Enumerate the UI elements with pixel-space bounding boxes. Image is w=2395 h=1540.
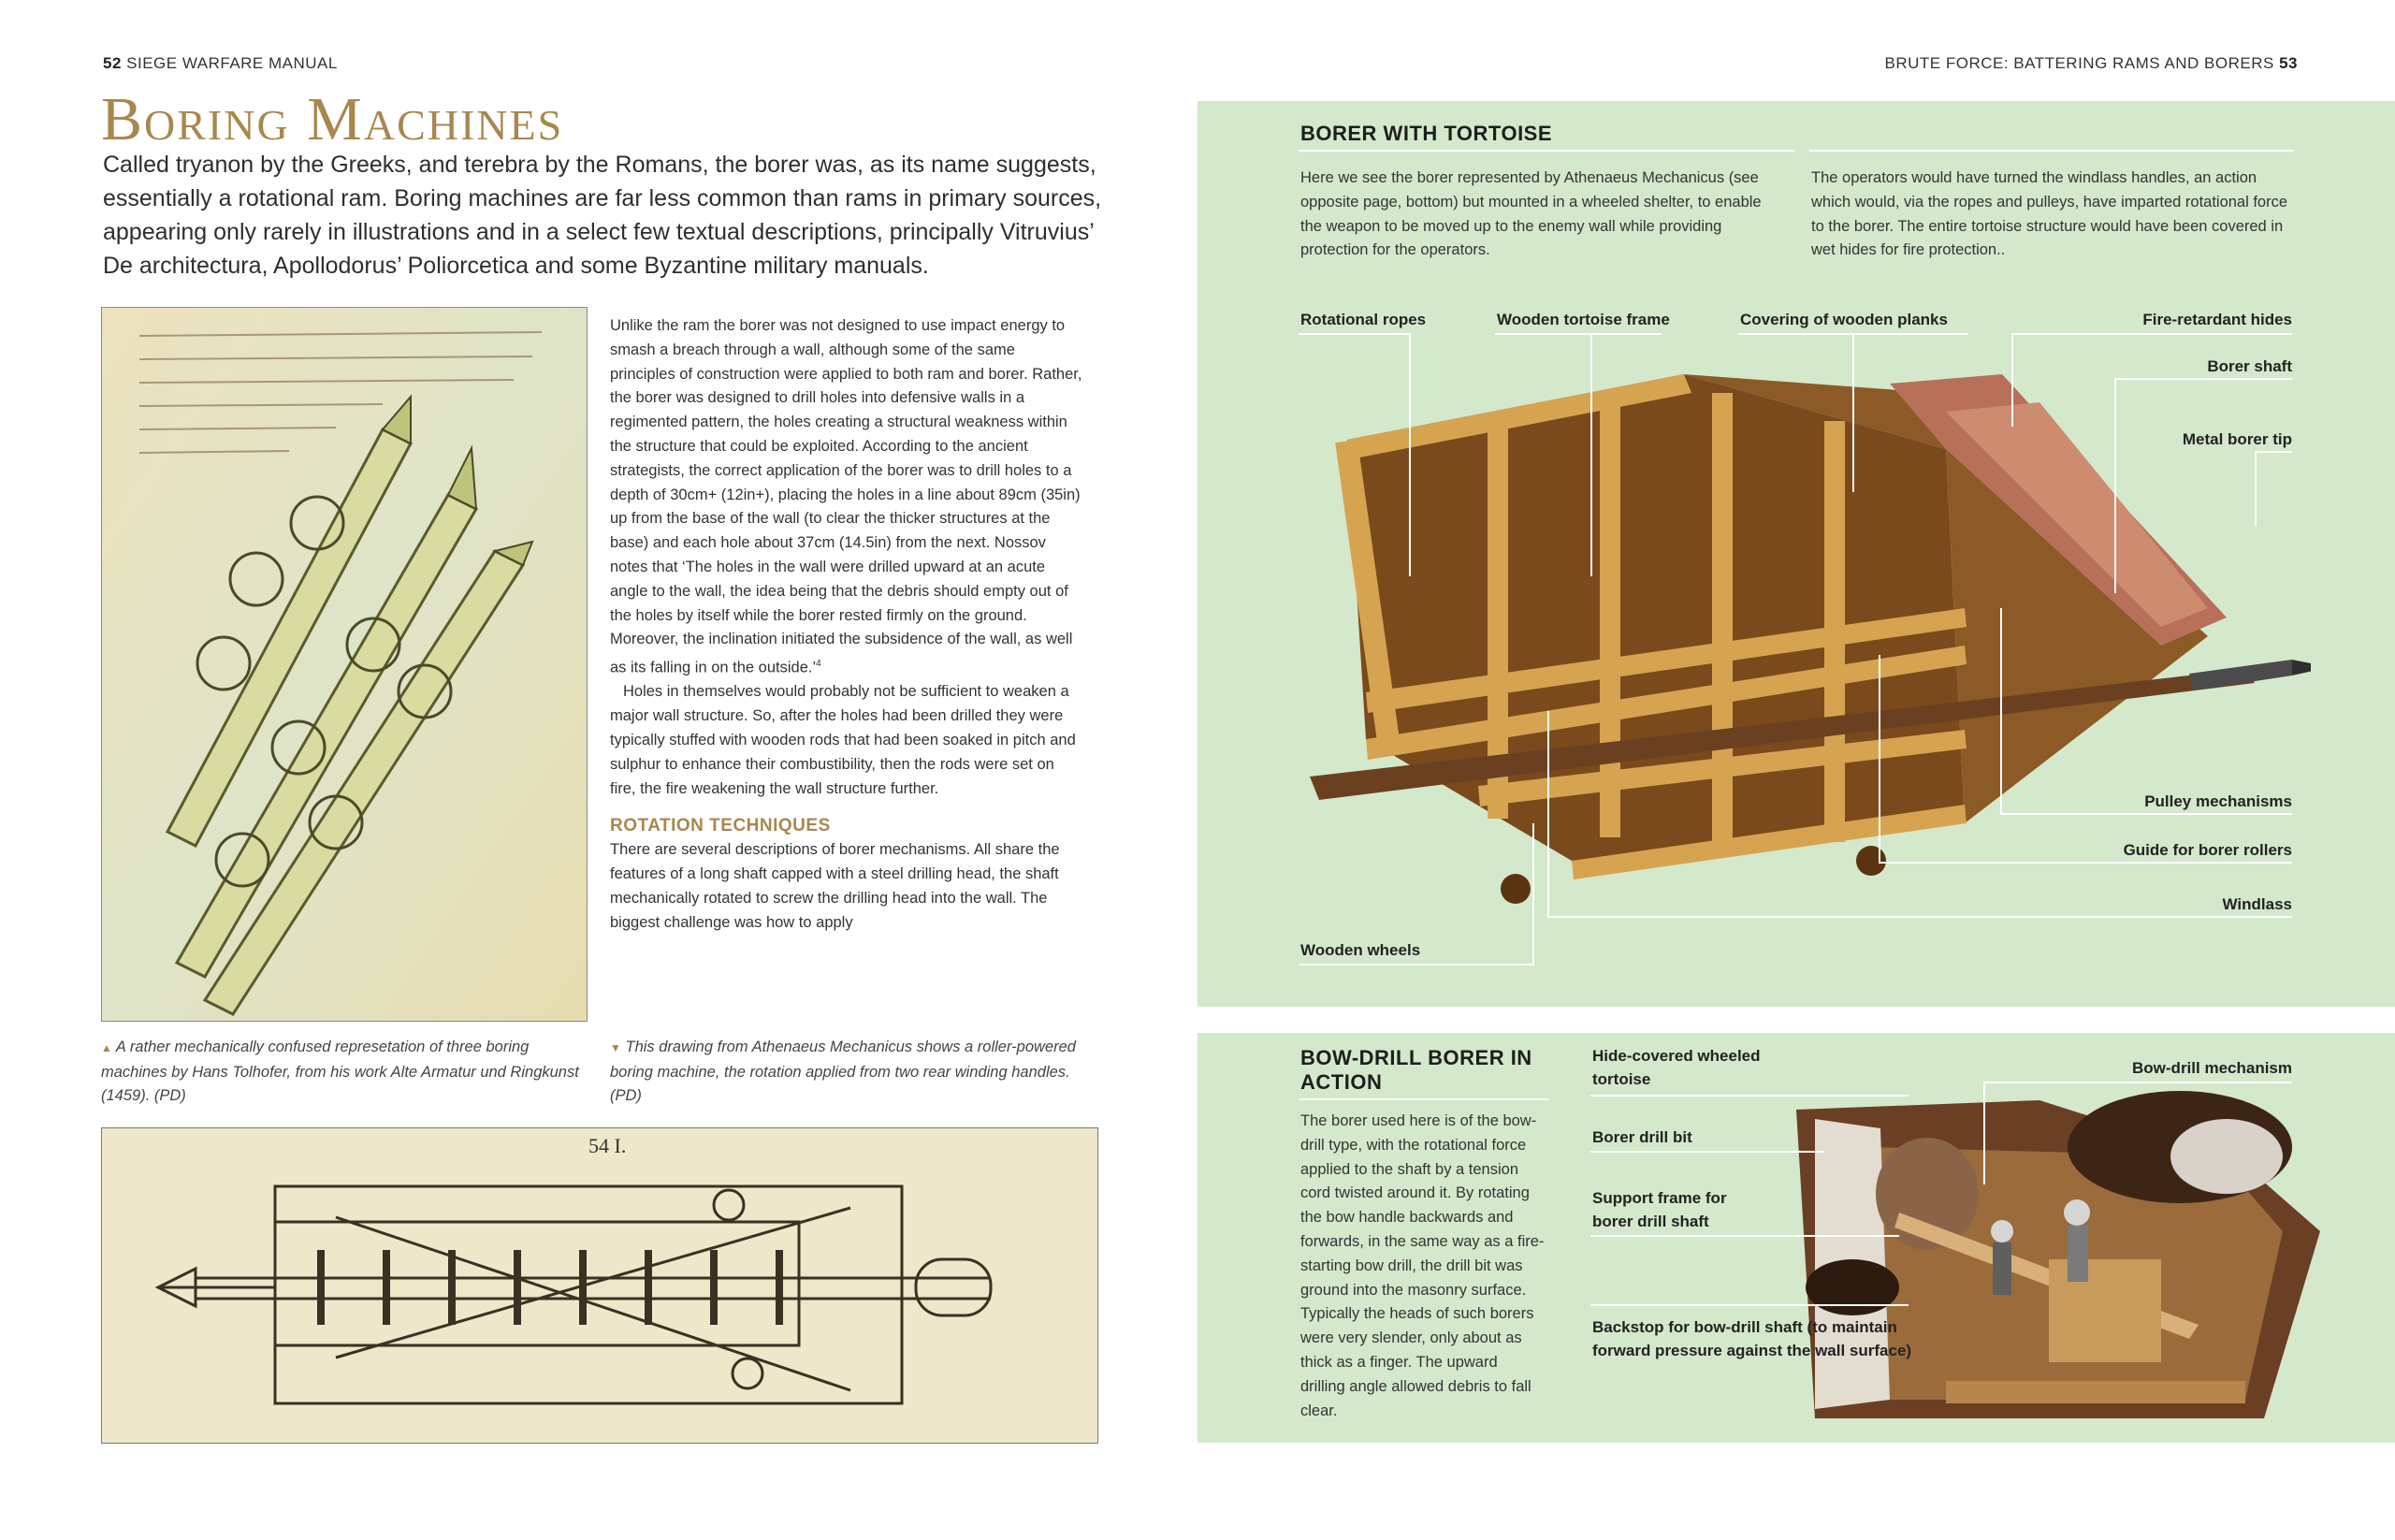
page-title: Boring Machines: [101, 85, 564, 153]
leader-tip-v: [2255, 451, 2257, 526]
leader-shaft-v: [2114, 378, 2116, 593]
left-running-head: [103, 54, 338, 73]
tortoise-text-right: The operators would have turned the windlass handles, an action which would, via the ropes and pulleys, have imparted rotational force to the borer. The entire tortoise structure would have been covered in wet hides for fire protection..: [1811, 169, 2288, 259]
label-backstop: Backstop for bow-drill shaft (to maintain forward pressure against the wall surface): [1592, 1318, 1912, 1359]
label-covering-wooden-planks: Covering of wooden planks: [1740, 311, 1948, 328]
right-page-number: 53: [2279, 54, 2298, 72]
label-bow-drill-mechanism: Bow-drill mechanism: [2132, 1059, 2292, 1077]
leader-pulley-v: [2000, 608, 2002, 814]
leader-rotational-ropes: [1299, 333, 1411, 335]
leader-support-frame: [1590, 1235, 1899, 1237]
label-guide-borer-rollers: Guide for borer rollers: [2123, 841, 2292, 859]
leader-backstop: [1590, 1304, 1909, 1306]
paragraph-holes: Holes in themselves would probably not be sufficient to weaken a major wall structure. So, after the holes had been drilled they were typically stuffed with wooden rods that had been soaked in pitch and sulphur to enhance their combustibility, then the rods were set on fire, the fire weakening the wall structure further.: [610, 683, 1076, 797]
label-borer-drill-bit: Borer drill bit: [1592, 1128, 1692, 1146]
tortoise-title-rule: [1299, 150, 1794, 152]
caption-down-arrow-icon: ▼: [610, 1041, 621, 1054]
leader-windlass-v: [1547, 711, 1549, 917]
rotation-techniques-heading: ROTATION TECHNIQUES: [610, 816, 831, 836]
leader-windlass: [1547, 916, 2292, 918]
tortoise-title-rule-right: [1809, 150, 2294, 152]
leader-drill-bit: [1590, 1151, 1824, 1153]
leader-planks-v: [1852, 333, 1854, 492]
caption-manuscript-text: A rather mechanically confused represetation of three boring machines by Hans Tolhofer, from his work Alte Armatur und Ringkunst (1459). (PD): [101, 1039, 579, 1105]
label-wooden-tortoise-frame: Wooden tortoise frame: [1497, 311, 1670, 328]
leader-hide-tortoise: [1590, 1095, 1909, 1097]
caption-athenaeus: [610, 1036, 1087, 1109]
label-rotational-ropes: Rotational ropes: [1300, 311, 1427, 328]
intro-paragraph: Called tryanon by the Greeks, and terebra by the Romans, the borer was, as its name suggests, essentially a rotational ram. Boring machines are far less common than rams in primary sources, appearing only rarely in illustrations and in a select few textual descriptions, principally Vitruvius’ De architectura, Apollodorus’ Poliorcetica and some Byzantine military manuals.: [103, 152, 1102, 279]
borer-line-drawing: [102, 1128, 1097, 1443]
bow-drill-panel-title: BOW-DRILL BORER IN ACTION: [1300, 1046, 1532, 1094]
leader-pulley: [2000, 813, 2292, 815]
leader-guide-v: [1879, 655, 1880, 863]
bow-drill-title-rule: [1299, 1098, 1549, 1100]
label-fire-retardant-hides: Fire-retardant hides: [2142, 311, 2292, 328]
leader-tip: [2255, 451, 2292, 453]
leader-hides: [2011, 333, 2292, 335]
label-borer-shaft: Borer shaft: [2207, 357, 2292, 375]
label-pulley-mechanisms: Pulley mechanisms: [2144, 792, 2292, 810]
label-windlass: Windlass: [2222, 895, 2292, 913]
label-wooden-wheels: Wooden wheels: [1300, 941, 1421, 959]
leader-shaft: [2114, 378, 2292, 380]
body-column: [610, 314, 1083, 936]
tortoise-illustration: [1291, 337, 2311, 917]
athenaeus-drawing: [101, 1127, 1098, 1444]
leader-tortoise-frame-v: [1590, 333, 1592, 576]
manuscript-drawing: [102, 308, 587, 1021]
leader-rotational-ropes-v: [1409, 333, 1411, 576]
tortoise-text-left: Here we see the borer represented by Athenaeus Mechanicus (see opposite page, bottom) but mounted in a wheeled shelter, to enable the weapon to be moved up to the enemy wall while providing protection for the operators.: [1300, 169, 1762, 259]
right-chapter-title: BRUTE FORCE: BATTERING RAMS AND BORERS: [1884, 54, 2274, 72]
manuscript-illustration: [101, 307, 588, 1022]
label-hide-covered-tortoise: Hide-covered wheeled tortoise: [1592, 1047, 1761, 1088]
leader-mechanism: [1983, 1082, 2292, 1083]
leader-wheels: [1299, 964, 1534, 966]
leader-hides-v: [2011, 333, 2013, 427]
leader-wheels-v: [1532, 823, 1534, 966]
tortoise-panel-title: BORER WITH TORTOISE: [1300, 122, 1553, 145]
bow-drill-text: The borer used here is of the bow-drill type, with the rotational force applied to the shaft by a tension cord twisted around it. By rotating the bow handle backwards and forwards, in the same way as a fire-starting bow drill, the drill bit was ground into the masonry surface. Typically the heads of such borers were very slender, only about as thick as a finger. The upward drilling angle allowed debris to fall clear.: [1300, 1112, 1545, 1419]
drawing-number-label: 54 I.: [588, 1134, 627, 1157]
leader-mechanism-v: [1983, 1082, 1985, 1184]
paragraph-unlike-the-ram: [610, 314, 1083, 680]
left-page-number: 52: [103, 54, 122, 72]
caption-athenaeus-text: This drawing from Athenaeus Mechanicus shows a roller-powered boring machine, the rotation applied from two rear winding handles. (PD): [610, 1039, 1076, 1105]
label-metal-borer-tip: Metal borer tip: [2182, 430, 2292, 448]
paragraph-rotation: There are several descriptions of borer mechanisms. All share the features of a long shaft capped with a steel drilling head, the shaft mechanically rotated to screw the drilling head into the wall. The biggest challenge was how to apply: [610, 841, 1060, 931]
caption-up-arrow-icon: ▲: [101, 1041, 112, 1054]
label-support-frame: Support frame for borer drill shaft: [1592, 1189, 1727, 1230]
paragraph-1-text: Unlike the ram the borer was not designed to use impact energy to smash a breach through a wall, although some of the same principles of construction were applied to both ram and borer. Rather, the borer was designed to drill holes into defensive walls in a regimented pattern, the holes creating a structural weakness within the structure that could be exploited. According to the ancient strategists, the correct application of the borer was to drill holes to a depth of 30cm+ (12in+), placing the holes in a line about 89cm (35in) up from the base of the wall (to clear the thicker structures at the base) and each hole about 37cm (14.5in) from the next. Nossov notes that ‘The holes in the wall were drilled upward at an acute angle to the wall, the idea being that the debris should empty out of the holes by itself while the borer rested firmly on the ground. Moreover, the inclination initiated the subsidence of the wall, as well as its falling in on the outside.’: [610, 317, 1082, 676]
right-running-head: [1885, 54, 2299, 73]
caption-manuscript: [101, 1036, 588, 1109]
footnote-marker: 4: [816, 659, 821, 670]
left-book-title: SIEGE WARFARE MANUAL: [126, 54, 338, 72]
leader-tortoise-frame: [1495, 333, 1662, 335]
leader-guide: [1879, 862, 2292, 864]
